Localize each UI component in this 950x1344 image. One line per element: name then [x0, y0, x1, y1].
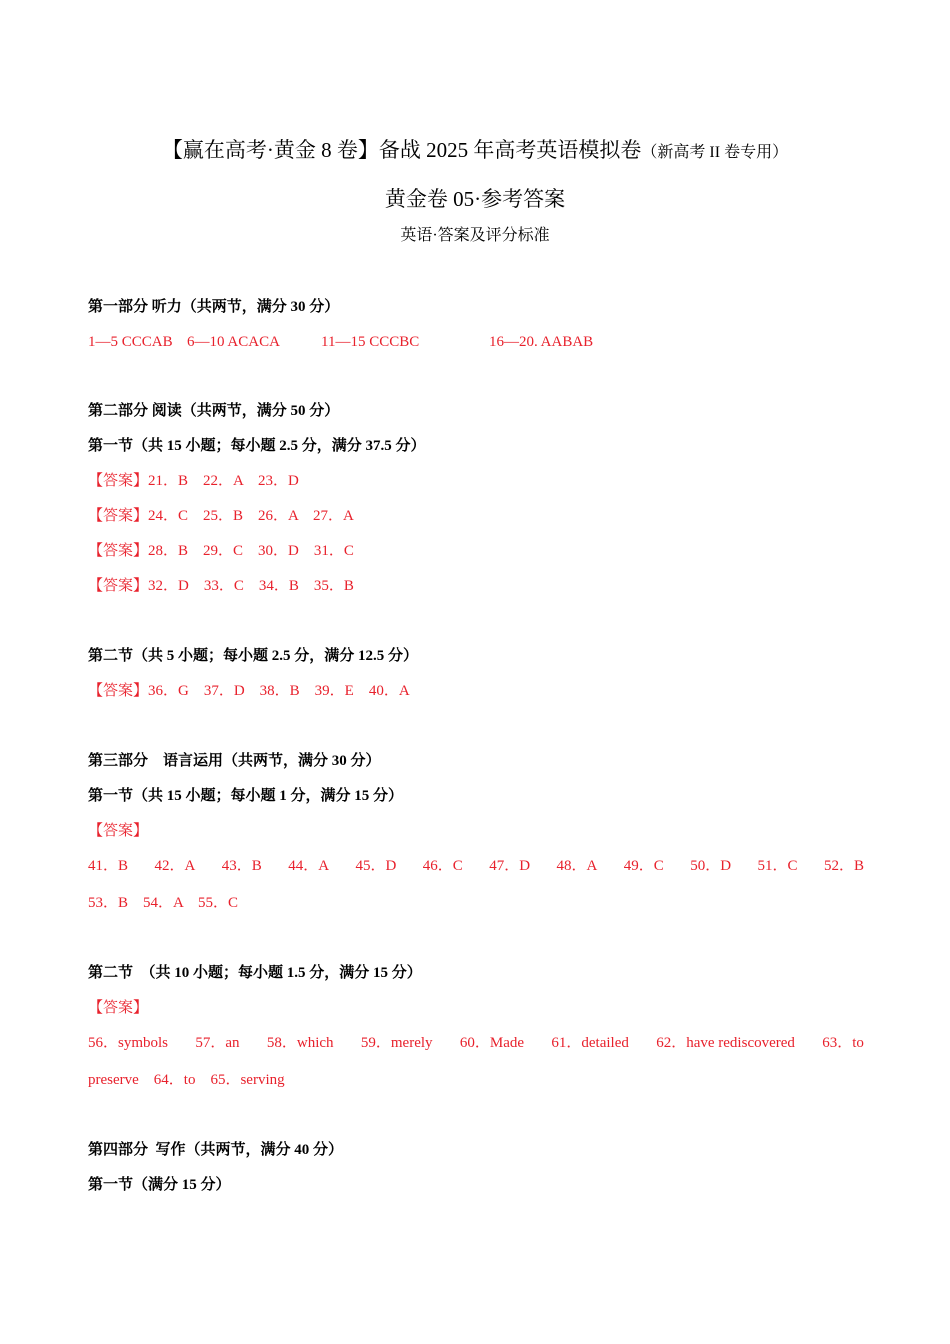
- answer-item: 60．Made: [459, 1035, 525, 1051]
- part1-heading: 第一部分 听力（共两节，满分 30 分）: [88, 299, 340, 315]
- answer-values: 28．B 29．C 30．D 31．C: [148, 543, 354, 559]
- answer-line: [88, 575, 354, 597]
- answer-item: 51．C: [757, 858, 798, 874]
- answer-values: 32．D 33．C 34．B 35．B: [148, 578, 354, 594]
- part3-sec1-heading: 第一节（共 15 小题；每小题 1 分，满分 15 分）: [88, 788, 404, 804]
- answer-tag: 【答案】: [88, 508, 149, 524]
- part1-group-4: 16—20. AABAB: [489, 334, 594, 350]
- answer-values: 21．B 22．A 23．D: [148, 473, 299, 489]
- part3-sec1-answers-row1: [88, 855, 864, 877]
- answer-tag: 【答案】: [88, 578, 149, 594]
- answer-item: 44．A: [288, 858, 330, 874]
- answer-tag: 【答案】: [88, 543, 149, 559]
- answer-item: 48．A: [556, 858, 598, 874]
- part1-group-2: 6—10 ACACA: [187, 334, 280, 350]
- answer-item: 46．C: [422, 858, 463, 874]
- title-note: （新高考 II 卷专用）: [641, 144, 789, 161]
- answer-values: 36．G 37．D 38．B 39．E 40．A: [148, 683, 410, 699]
- part3-sec2-heading: 第二节 （共 10 小题；每小题 1.5 分，满分 15 分）: [88, 965, 422, 981]
- answer-tag: 【答案】: [88, 823, 149, 839]
- answer-item: 59．merely: [360, 1035, 433, 1051]
- document-subtitle: 黄金卷 05·参考答案: [384, 187, 566, 211]
- part1-group-1: 1—5 CCCAB: [88, 334, 173, 350]
- answer-tag: 【答案】: [88, 473, 149, 489]
- answer-item: 41．B: [88, 858, 129, 874]
- answer-item: 61．detailed: [551, 1035, 629, 1051]
- answer-line: [88, 470, 299, 492]
- answer-item: 50．D: [690, 858, 732, 874]
- part3-sec2-answers-row2: preserve 64．to 65．serving: [88, 1072, 285, 1088]
- part2-sec1-heading: 第一节（共 15 小题；每小题 2.5 分，满分 37.5 分）: [88, 438, 426, 454]
- answer-item: 57．an: [195, 1035, 240, 1051]
- answer-item: 43．B: [221, 858, 262, 874]
- part4-heading: 第四部分 写作（共两节，满分 40 分）: [88, 1142, 344, 1158]
- document-title: [0, 134, 950, 169]
- title-main: 【赢在高考·黄金 8 卷】备战 2025 年高考英语模拟卷: [161, 138, 642, 162]
- part3-heading: 第三部分 语言运用（共两节，满分 30 分）: [88, 753, 381, 769]
- answer-line: [88, 540, 354, 562]
- part2-heading: 第二部分 阅读（共两节，满分 50 分）: [88, 403, 340, 419]
- answer-item: 58．which: [266, 1035, 334, 1051]
- answer-item: 62．have rediscovered: [656, 1035, 795, 1051]
- answer-item: 47．D: [489, 858, 531, 874]
- answer-values: 24．C 25．B 26．A 27．A: [148, 508, 354, 524]
- answer-line: [88, 505, 354, 527]
- answer-item: 56．symbols: [88, 1035, 169, 1051]
- part3-sec2-answers-row1: [88, 1032, 864, 1054]
- part4-sec1-heading: 第一节（满分 15 分）: [88, 1177, 231, 1193]
- answer-item: 49．C: [623, 858, 664, 874]
- answer-item: 63．to: [822, 1035, 864, 1051]
- answer-item: 42．A: [154, 858, 196, 874]
- answer-item: 45．D: [355, 858, 397, 874]
- part1-group-3: 11—15 CCCBC: [321, 334, 420, 350]
- answer-line: [88, 680, 410, 702]
- answer-tag: 【答案】: [88, 1000, 149, 1016]
- document-subtitle-2: 英语·答案及评分标准: [400, 227, 550, 244]
- answer-item: 52．B: [823, 858, 864, 874]
- part2-sec2-heading: 第二节（共 5 小题；每小题 2.5 分，满分 12.5 分）: [88, 648, 419, 664]
- answer-tag: 【答案】: [88, 683, 149, 699]
- part3-sec1-answers-row2: 53．B 54．A 55．C: [88, 895, 239, 911]
